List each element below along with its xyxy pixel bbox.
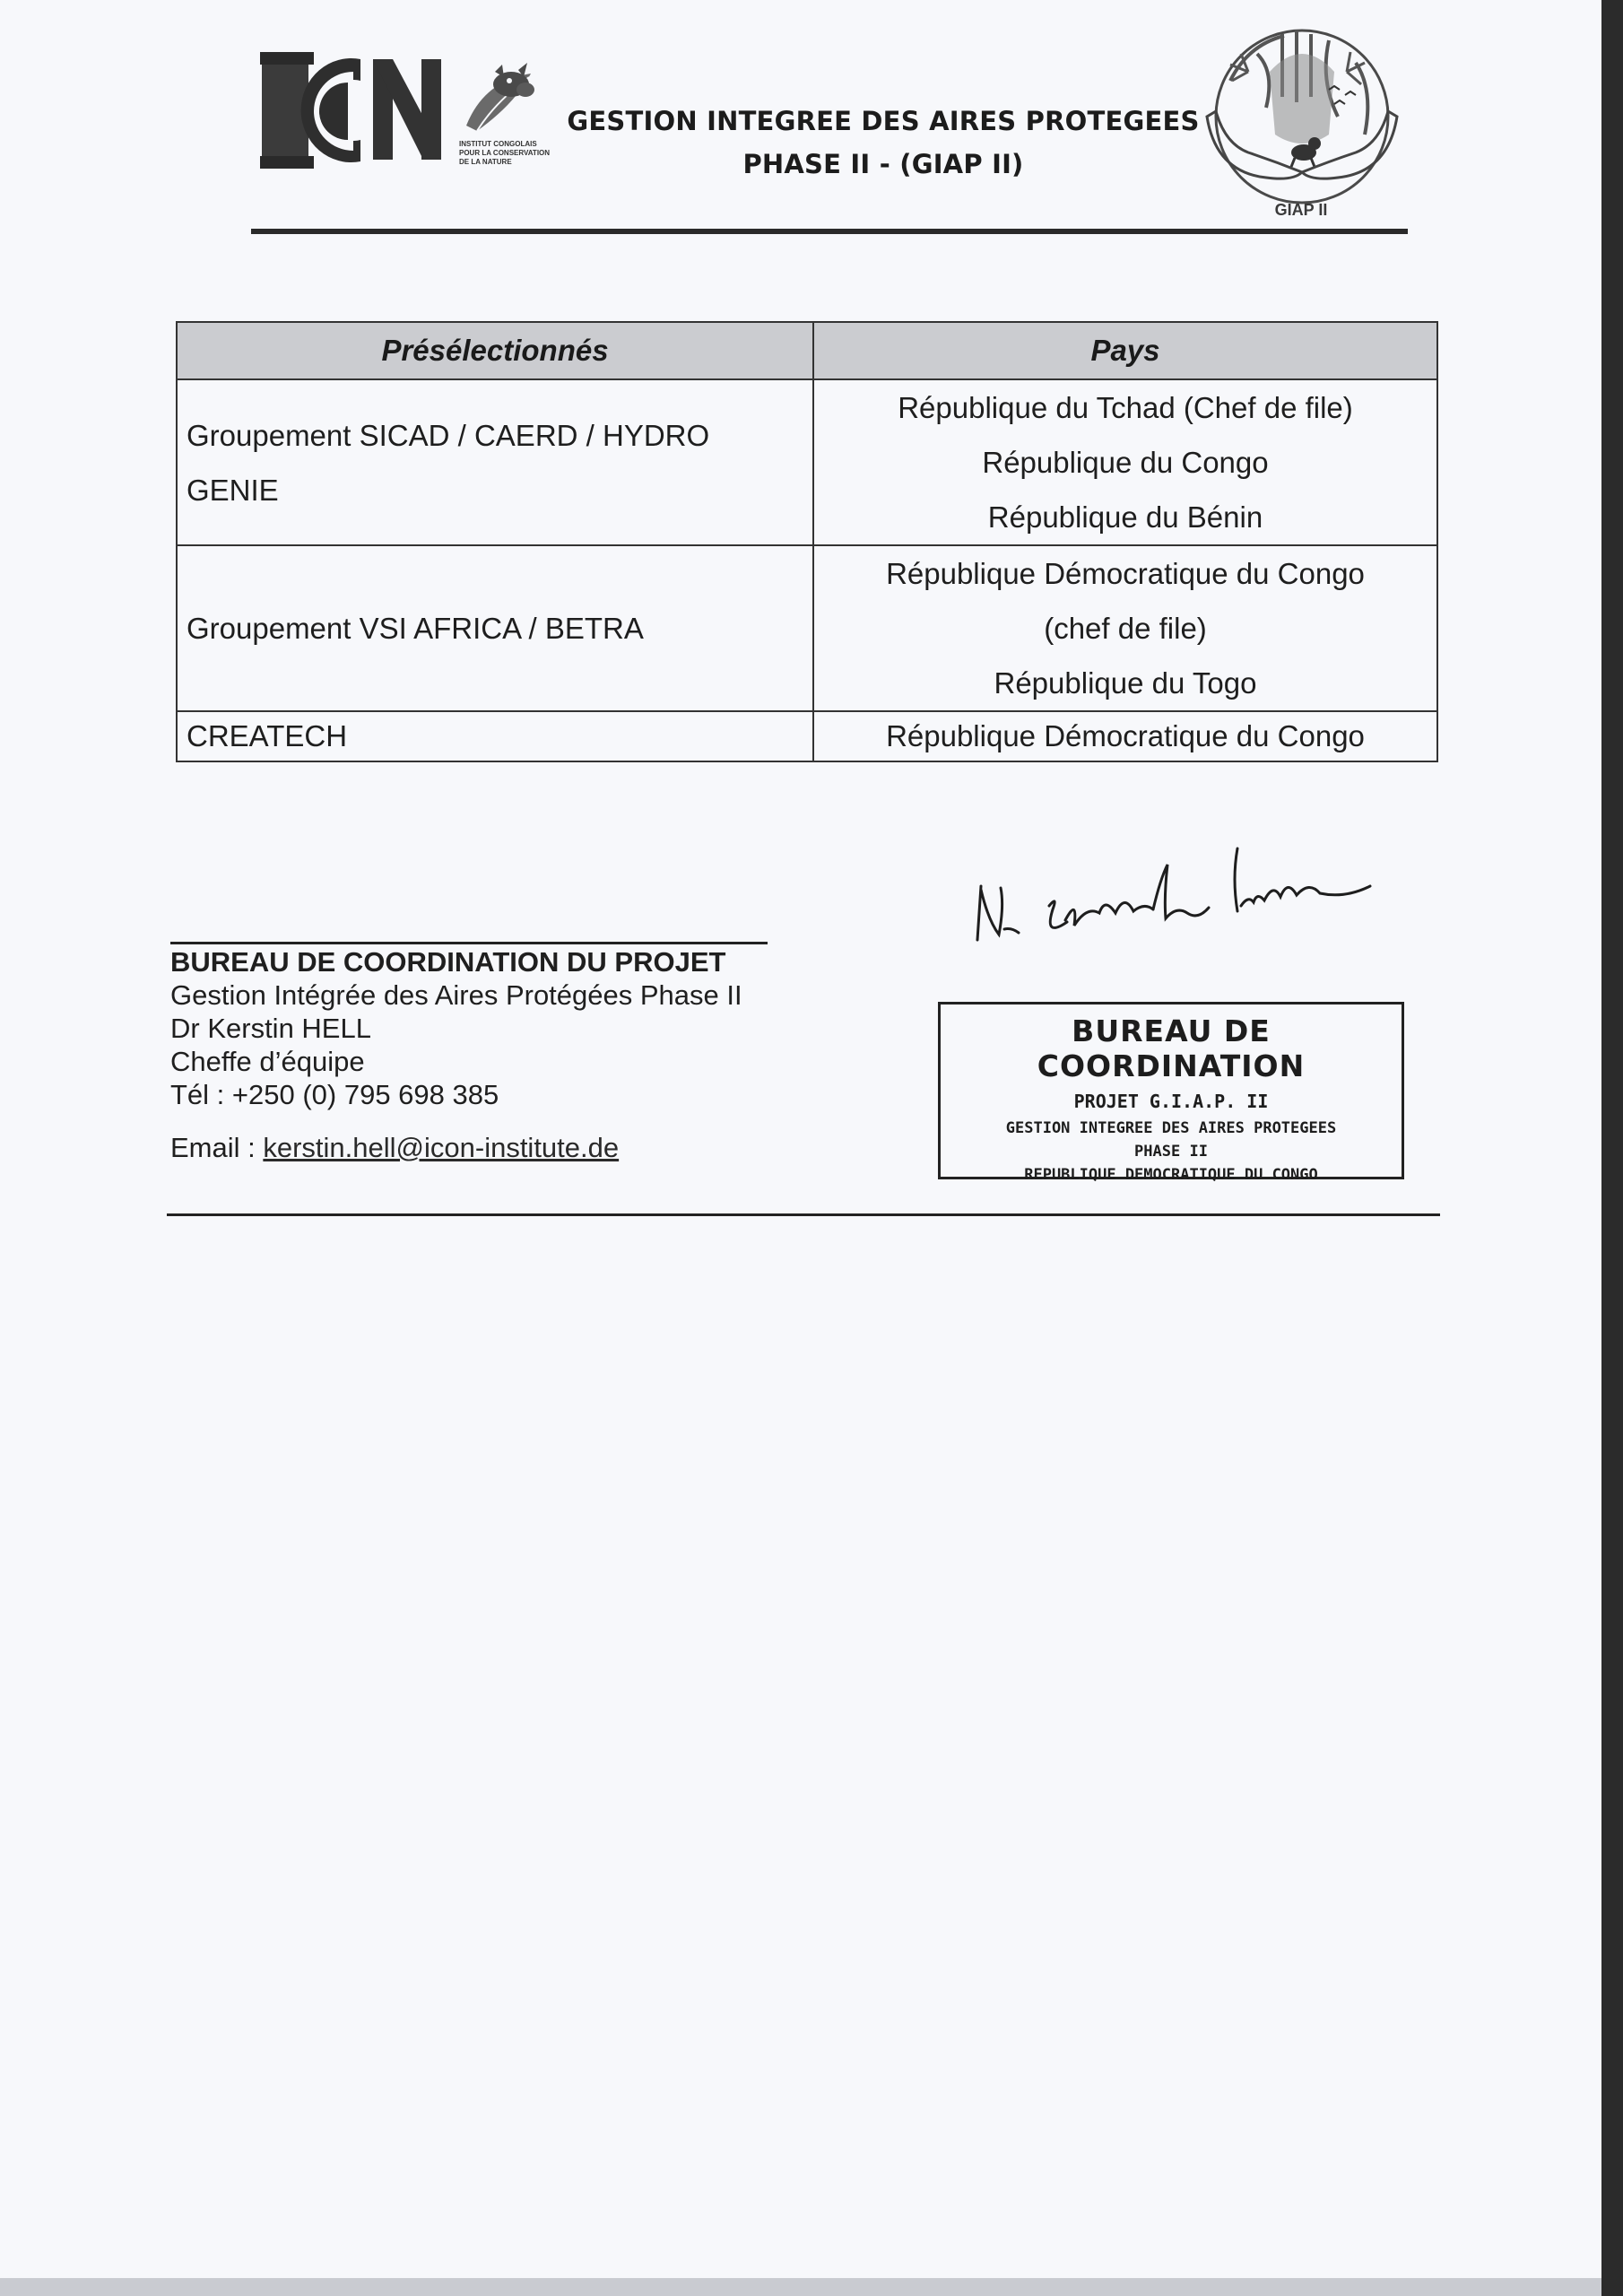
email-link[interactable]: kerstin.hell@icon-institute.de [263,1132,620,1163]
scan-edge-bottom [0,2278,1601,2296]
table-row [177,545,1437,711]
table-row [177,711,1437,761]
contact-role: Cheffe d’équipe [170,1046,365,1077]
header-title-line2: PHASE II - (GIAP II) [742,149,1024,179]
column-header-country: Pays [813,322,1437,379]
contact-divider-top [170,942,768,944]
giap-logo-label: GIAP II [1274,201,1328,219]
table-row [177,379,1437,545]
contact-phone: Tél : +250 (0) 795 698 385 [170,1079,499,1110]
contact-divider-bottom [167,1213,1440,1216]
country-line: République du Tchad (Chef de file) [898,391,1353,424]
shortlisted-name: Groupement SICAD / CAERD / HYDRO GENIE [177,379,813,545]
official-stamp [938,1002,1404,1184]
stamp-line: REPUBLIQUE DEMOCRATIQUE DU CONGO [1024,1166,1318,1184]
table-header-row [177,322,1437,379]
header-divider [251,229,1408,234]
header-title-line1: GESTION INTEGREE DES AIRES PROTEGEES [567,106,1200,136]
stamp-line: BUREAU DE COORDINATION [1037,1013,1306,1083]
institute-line: INSTITUT CONGOLAIS [459,140,537,148]
contact-block [170,945,742,1164]
institute-line: POUR LA CONSERVATION [459,149,551,157]
stamp-line: PHASE II [1134,1143,1208,1161]
country-line: République du Bénin [987,500,1263,534]
country-line: République Démocratique du Congo [886,557,1365,590]
email-label: Email : [170,1132,264,1163]
shortlist-table [176,321,1438,762]
country-cell [813,711,1437,761]
country-line: République du Togo [994,666,1257,700]
country-line: République du Congo [982,446,1269,479]
country-line: (chef de file) [1044,612,1207,645]
okapi-leaf-icon [459,63,542,138]
stamp-line: GESTION INTEGREE DES AIRES PROTEGEES [1005,1119,1337,1137]
contact-email-line [170,1131,742,1164]
scan-edge-right [1601,0,1623,2296]
country-line: République Démocratique du Congo [886,719,1365,752]
contact-project: Gestion Intégrée des Aires Protégées Phase II [170,979,742,1011]
contact-title: BUREAU DE COORDINATION DU PROJET [170,946,726,978]
country-cell [813,545,1437,711]
column-header-shortlisted: Présélectionnés [177,322,813,379]
icn-logo-icon [260,47,457,181]
contact-name: Dr Kerstin HELL [170,1013,371,1044]
signature-icon [968,843,1390,969]
shortlisted-name: Groupement VSI AFRICA / BETRA [177,545,813,711]
shortlisted-name: CREATECH [177,711,813,761]
stamp-line: PROJET G.I.A.P. II [1073,1091,1269,1112]
giap-logo-icon [1194,18,1410,229]
country-cell [813,379,1437,545]
institute-line: DE LA NATURE [459,158,512,166]
institute-name [459,140,550,167]
